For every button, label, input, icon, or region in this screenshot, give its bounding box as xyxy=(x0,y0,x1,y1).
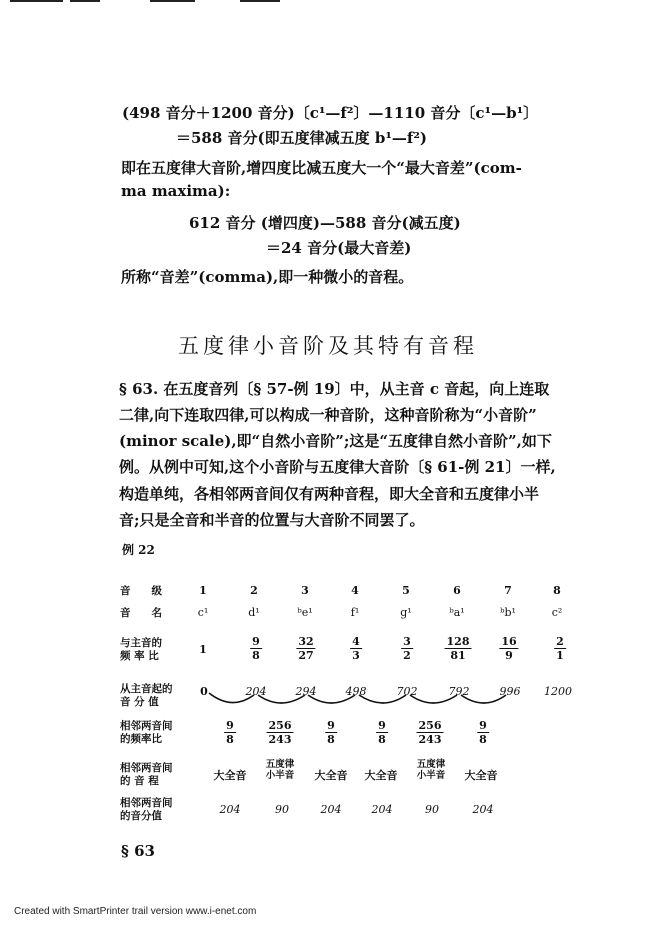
paragraph-line-6: 音;只是全音和半音的位置与大音阶不同罢了。 xyxy=(119,511,425,529)
top-rule-1 xyxy=(10,0,63,2)
note-name-cell: d¹ xyxy=(248,606,260,619)
row-label-adj-cents-1: 相邻两音间 xyxy=(120,797,173,809)
section-heading: 五度律小音阶及其特有音程 xyxy=(178,334,478,358)
denominator: 8 xyxy=(327,733,335,746)
cents-cell: 792 xyxy=(448,685,470,698)
cents-cell: 1200 xyxy=(544,685,572,698)
ratio-fraction xyxy=(445,635,472,662)
row-label-adj-interval xyxy=(120,762,173,788)
row-label-adj-interval-1: 相邻两音间 xyxy=(120,762,173,774)
adj-ratio-fraction xyxy=(417,719,444,746)
denominator: 2 xyxy=(403,649,411,662)
paragraph-line-4: 例。从例中可知,这个小音阶与五度律大音阶〔§ 61-例 21〕一样, xyxy=(119,458,556,476)
note-name-cell: ᵇe¹ xyxy=(297,606,313,619)
cents-cell: 204 xyxy=(245,685,267,698)
denominator: 81 xyxy=(450,649,466,662)
denominator: 243 xyxy=(268,733,292,746)
denominator: 8 xyxy=(252,649,260,662)
degree-cell: 8 xyxy=(553,584,561,597)
degree-cell: 2 xyxy=(250,584,258,597)
adj-cents-cell: 204 xyxy=(320,803,342,816)
adj-interval-line: 小半音 xyxy=(265,770,295,781)
row-label-ratio-1: 与主音的 xyxy=(120,637,162,649)
numerator: 9 xyxy=(378,719,386,732)
formula-line-5: 612 音分 (增四度)—588 音分(减五度) xyxy=(189,214,461,232)
degree-cell: 4 xyxy=(351,584,359,597)
ratio-fraction xyxy=(250,635,262,662)
cents-cell: 294 xyxy=(295,685,317,698)
formula-line-7: 所称“音差”(comma),即一种微小的音程。 xyxy=(121,268,414,286)
denominator: 8 xyxy=(226,733,234,746)
adj-interval-cell xyxy=(407,759,455,781)
top-rule-4 xyxy=(240,0,280,2)
adj-interval-cell: 大全音 xyxy=(464,769,498,782)
cents-cell: 498 xyxy=(345,685,367,698)
cents-cell: 702 xyxy=(396,685,418,698)
ratio-fraction xyxy=(554,635,566,662)
numerator: 256 xyxy=(268,719,292,732)
paragraph-line-5: 构造单纯，各相邻两音间仅有两种音程，即大全音和五度律小半 xyxy=(119,485,540,503)
adj-cents-cell: 90 xyxy=(275,803,289,816)
adj-interval-line: 五度律 xyxy=(265,759,295,770)
denominator: 3 xyxy=(352,649,360,662)
interval-arc xyxy=(461,695,506,703)
row-label-cents-1: 从主音起的 xyxy=(120,683,173,695)
interval-arc xyxy=(410,695,457,703)
row-label-adj-cents xyxy=(120,797,173,823)
degree-cell: 3 xyxy=(301,584,309,597)
ratio-fraction xyxy=(350,635,362,662)
numerator: 9 xyxy=(327,719,335,732)
degree-cell: 1 xyxy=(199,584,207,597)
cents-cell: 996 xyxy=(499,685,521,698)
note-name-cell: c¹ xyxy=(197,606,209,619)
degree-cell: 7 xyxy=(504,584,512,597)
numerator: 2 xyxy=(556,635,564,648)
numerator: 9 xyxy=(226,719,234,732)
adj-interval-line: 小半音 xyxy=(416,770,446,781)
denominator: 243 xyxy=(418,733,442,746)
row-label-adj-ratio-1: 相邻两音间 xyxy=(120,720,173,732)
degree-cell: 5 xyxy=(402,584,410,597)
denominator: 8 xyxy=(378,733,386,746)
adj-ratio-fraction xyxy=(267,719,294,746)
adj-ratio-fraction xyxy=(477,719,489,746)
adj-interval-cell: 大全音 xyxy=(314,769,348,782)
note-name-cell: g¹ xyxy=(400,606,412,619)
adj-ratio-fraction xyxy=(376,719,388,746)
paragraph-line-2: 二律,向下连取四律,可以构成一种音阶，这种音阶称为“小音阶” xyxy=(119,406,537,424)
paragraph-line-3: (minor scale),即“自然小音阶”;这是“五度律自然小音阶”,如下 xyxy=(119,432,552,450)
formula-line-6: ＝24 音分(最大音差) xyxy=(266,239,412,257)
paragraph-line-1: § 63. 在五度音列〔§ 57-例 19〕中，从主音 c 音起，向上连取 xyxy=(119,380,550,398)
note-name-cell: ᵇa¹ xyxy=(449,606,465,619)
ratio-cell-tonic: 1 xyxy=(199,643,207,656)
note-name-cell: c² xyxy=(551,606,563,619)
cents-cell: 0 xyxy=(200,685,208,698)
denominator: 1 xyxy=(556,649,564,662)
adj-cents-cell: 204 xyxy=(472,803,494,816)
adj-ratio-fraction xyxy=(224,719,236,746)
formula-line-3: 即在五度律大音阶,增四度比减五度大一个“最大音差”(com- xyxy=(121,159,522,177)
interval-arc xyxy=(209,693,254,703)
row-label-name: 音 名 xyxy=(120,607,162,619)
row-label-adj-interval-2: 的 音 程 xyxy=(120,775,159,787)
row-label-adj-ratio-2: 的频率比 xyxy=(120,733,162,745)
row-label-ratio xyxy=(120,637,162,663)
interval-arc xyxy=(359,695,406,703)
row-label-degree: 音 级 xyxy=(120,585,162,597)
numerator: 4 xyxy=(352,635,360,648)
ratio-fraction xyxy=(296,635,315,662)
numerator: 128 xyxy=(446,635,470,648)
interval-arc xyxy=(258,695,305,703)
note-name-cell: ᵇb¹ xyxy=(500,606,516,619)
numerator: 3 xyxy=(403,635,411,648)
adj-cents-cell: 204 xyxy=(371,803,393,816)
formula-line-4: ma maxima): xyxy=(121,182,231,200)
row-label-ratio-2: 频 率 比 xyxy=(120,650,159,662)
numerator: 16 xyxy=(501,635,517,648)
footer-watermark: Created with SmartPrinter trail version www.i-enet.com xyxy=(14,906,257,917)
row-label-adj-cents-2: 的音分值 xyxy=(120,810,162,822)
numerator: 9 xyxy=(479,719,487,732)
adj-interval-cell: 大全音 xyxy=(364,769,398,782)
interval-arc xyxy=(308,695,355,703)
ratio-fraction xyxy=(499,635,518,662)
adj-interval-cell xyxy=(256,759,304,781)
adj-interval-line: 五度律 xyxy=(416,759,446,770)
numerator: 32 xyxy=(298,635,314,648)
degree-cell: 6 xyxy=(453,584,461,597)
adj-cents-cell: 204 xyxy=(219,803,241,816)
denominator: 8 xyxy=(479,733,487,746)
denominator: 9 xyxy=(505,649,513,662)
ratio-fraction xyxy=(401,635,413,662)
denominator: 27 xyxy=(298,649,314,662)
adj-cents-cell: 90 xyxy=(425,803,439,816)
formula-line-1: (498 音分＋1200 音分)〔c¹—f²〕—1110 音分〔c¹—b¹〕 xyxy=(122,104,539,122)
top-rule-2 xyxy=(70,0,100,2)
numerator: 9 xyxy=(252,635,260,648)
adj-interval-cell: 大全音 xyxy=(213,769,247,782)
numerator: 256 xyxy=(418,719,442,732)
example-label: 例 22 xyxy=(122,543,155,557)
page-number: § 63 xyxy=(121,842,155,860)
note-name-cell: f¹ xyxy=(350,606,360,619)
top-rule-3 xyxy=(150,0,195,2)
adj-ratio-fraction xyxy=(325,719,337,746)
formula-line-2: ＝588 音分(即五度律减五度 b¹—f²) xyxy=(176,129,428,147)
row-label-cents-2: 音 分 值 xyxy=(120,696,159,708)
